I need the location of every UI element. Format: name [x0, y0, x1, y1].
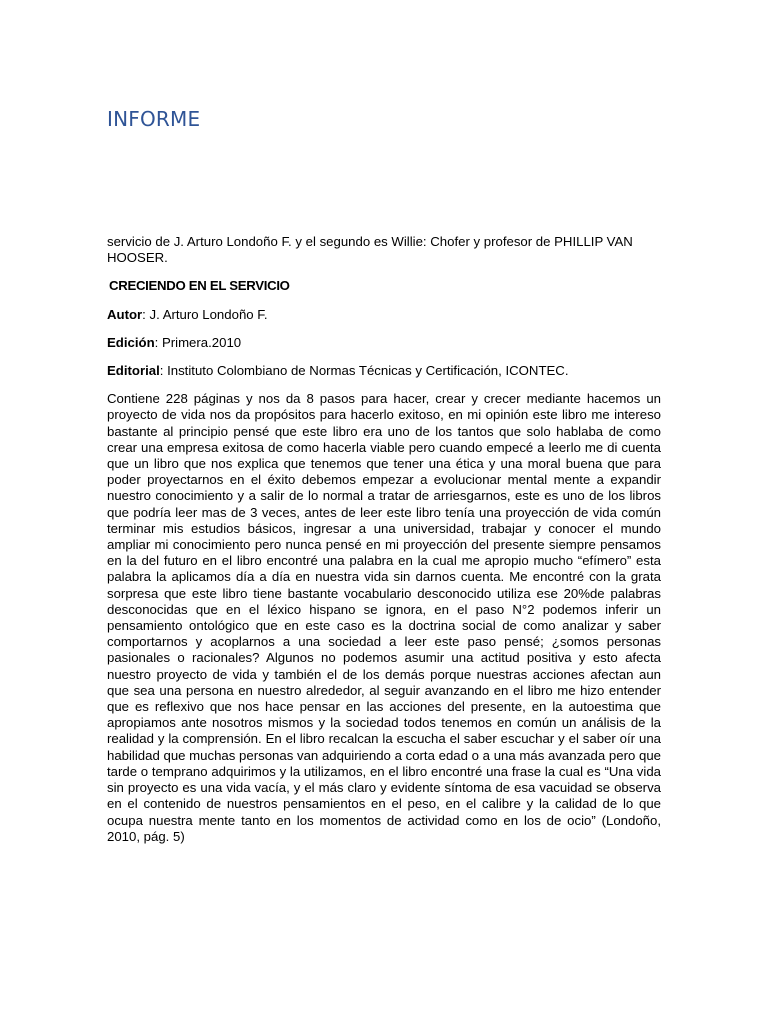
field-author-value: J. Arturo Londoño F.: [149, 306, 268, 322]
field-author: [107, 307, 661, 323]
field-author-label: Autor: [107, 306, 143, 322]
document-body: [107, 234, 661, 857]
intro-paragraph: servicio de J. Arturo Londoño F. y el segundo es Willie: Chofer y profesor de PHILLIP VAN HOOSER.: [107, 234, 633, 266]
field-edition-value: Primera.2010: [161, 334, 242, 350]
body-paragraph: Contiene 228 páginas y nos da 8 pasos para hacer, crear y crecer mediante hacemos un proyecto de vida nos da propósitos para hacerlo exitoso, en mi opinión este libro me intereso bastante al principio pensé que este libro era uno de los tantos que solo hablaba de como crear una empresa exitosa de como hacerla viable pero cuando empecé a leerlo me di cuenta que un libro que nos explica que tenemos que tener una ética y una moral buena que para poder proyectarnos en el éxito debemos empezar a evolucionar mental mente a expandir nuestro conocimiento y a salir de lo normal a tratar de arriesgarnos, este es uno de los libros que podría leer mas de 3 veces, antes de leer este libro tenía una proyección de vida común terminar mis estudios básicos, ingresar a una universidad, trabajar y conocer el mundo ampliar mi conocimiento pero nunca pensé en mi proyección del presente siempre pensamos en la del futuro en el libro encontré una palabra en la cual me apropio mucho “efímero” esta palabra la aplicamos día a día en nuestra vida sin darnos cuenta. Me encontré con la grata sorpresa que este libro tiene bastante vocabulario desconocido utiliza ese 20%de palabras desconocidas que en el léxico hispano se ignora, en el paso N°2 podemos inferir un pensamiento ontológico que en este caso es la doctrina social de como analizar y saber comportarnos y acoplarnos a una sociedad a leer este paso pensé; ¿somos personas pasionales o racionales? Algunos no podemos asumir una actitud positiva y esto afecta nuestro proyecto de vida y también el de los demás porque nuestras acciones afectan aun que sea una persona en nuestro alrededor, al seguir avanzando en el libro me hizo entender que es reflexivo que nos hace pensar en las acciones del presente, en la autoestima que apropiamos ante nosotros mismos y la sociedad todos tenemos en común un análisis de la realidad y la comprensión. En el libro recalcan la escucha el saber escuchar y el saber oír una habilidad que muchas personas van adquiriendo a corta edad o a una más avanzada pero que tarde o temprano adquirimos y la utilizamos, en el libro encontré una frase la cual es “Una vida sin proyecto es una vida vacía, y el más claro y evidente síntoma de esa vacuidad se observa en el contenido de nuestros pensamientos en el peso, en el calibre y la calidad de lo que ocupa nuestra mente tanto en los momentos de actividad como en los de ocio” (Londoño, 2010, pág. 5): [107, 391, 661, 844]
field-publisher: [107, 363, 661, 379]
field-publisher-value: Instituto Colombiano de Normas Técnicas y Certificación, ICONTEC.: [167, 363, 569, 379]
field-author-separator: :: [142, 306, 150, 322]
field-publisher-label: Editorial: [107, 363, 160, 379]
section-heading: CRECIENDO EN EL SERVICIO: [109, 278, 290, 294]
document-title: INFORME: [107, 107, 201, 131]
field-edition-label: Edición: [107, 334, 155, 350]
field-edition-separator: :: [154, 334, 162, 350]
field-edition: [107, 335, 661, 351]
field-publisher-separator: :: [159, 363, 168, 379]
